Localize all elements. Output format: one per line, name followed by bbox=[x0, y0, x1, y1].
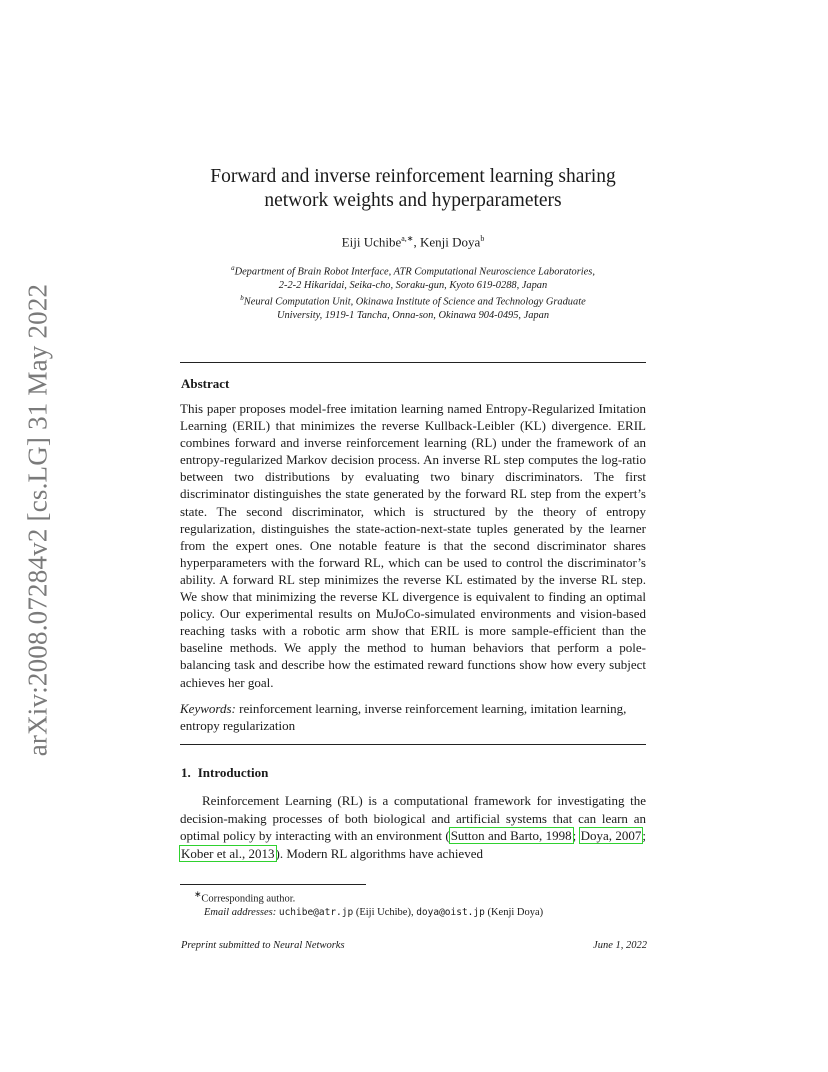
preprint-note: Preprint submitted to Neural Networks bbox=[181, 940, 345, 951]
citation-link-doya[interactable]: Doya, 2007 bbox=[580, 828, 642, 844]
email-uchibe[interactable]: uchibe@atr.jp bbox=[278, 907, 354, 918]
section-heading-introduction bbox=[181, 765, 268, 781]
affiliation-a-mark: a bbox=[231, 264, 235, 272]
footnote bbox=[180, 888, 646, 920]
affiliation-b-line-2: University, 1919-1 Tancha, Onna-son, Okinawa 904-0495, Japan bbox=[276, 310, 550, 322]
title-line-1: Forward and inverse reinforcement learning sharing bbox=[210, 166, 616, 187]
footnote-rule bbox=[180, 884, 366, 885]
abstract-heading: Abstract bbox=[181, 376, 230, 391]
title-line-2: network weights and hyperparameters bbox=[264, 190, 562, 211]
affiliation-b-mark: b bbox=[240, 294, 244, 303]
footnote-mark: ∗ bbox=[194, 889, 202, 899]
arxiv-identifier-text: arXiv:2008.07284v2 [cs.LG] 31 May 2022 bbox=[22, 283, 53, 757]
abstract-top-rule bbox=[180, 362, 646, 363]
affiliation-b-line-1: $^b$Neural Computation Unit, Okinawa Institute of Science and Technology Graduate bbox=[240, 294, 586, 308]
section-title: Introduction bbox=[197, 765, 269, 780]
email-label: Email addresses: bbox=[204, 907, 277, 918]
introduction-paragraph: Reinforcement Learning (RL) is a computational framework for investigating the decision-making processes of both biological and artificial systems that can learn an optimal policy by interacting with an environment (Sutton and Barto, 1998; Doya, 2007; Kober et al., 2013). Modern RL algorithms have achieved bbox=[180, 793, 646, 861]
author-list bbox=[180, 234, 646, 250]
citation-link-kober[interactable]: Kober et al., 2013 bbox=[181, 845, 275, 861]
abstract-text: This paper proposes model-free imitation learning named Entropy-Regularized Imitation Learning (ERIL) that minimizes the reverse Kullback-Leibler (KL) divergence. ERIL combines forward and inverse reinforcement learning (RL) under the framework of an entropy-regularized Markov decision process. An inverse RL step computes the log-ratio between two distributions by evaluating two binary discriminators. The first discriminator distinguishes the state generated by the forward RL step from the expert’s state. The second discriminator, which is structured by the theory of entropy regularization, distinguishes the state-action-next-state tuples generated by the learner from the expert ones. One notable feature is that the second discriminator shares hyperparameters with the forward RL, which can be used to control the discriminator’s ability. A forward RL step minimizes the reverse KL estimated by the inverse RL step. We show that minimizing the reverse KL divergence is equivalent to finding an optimal policy. Our experimental results on MuJoCo-simulated environments and vision-based reaching tasks with a robotic arm show that ERIL is more sample-efficient than the baseline methods. We apply the method to human behaviors that perform a pole-balancing task and describe how the estimated reward functions show how every subject achieves her goal. bbox=[180, 401, 646, 690]
author-2-name: Kenji Doya bbox=[420, 234, 481, 250]
author-separator: , bbox=[413, 234, 421, 250]
affiliation-a-line-2: 2-2-2 Hikaridai, Seika-cho, Soraku-gun, Kyoto 619-0288, Japan bbox=[278, 279, 548, 291]
citation-link-sutton-barto[interactable]: Sutton and Barto, 1998 bbox=[450, 828, 572, 844]
author-1-mark: a,∗ bbox=[401, 234, 414, 243]
email-doya[interactable]: doya@oist.jp bbox=[416, 907, 485, 918]
author-2-mark: b bbox=[480, 234, 485, 243]
footnote-corresponding: ∗Corresponding author. bbox=[194, 889, 296, 905]
paper-title bbox=[180, 165, 646, 213]
affiliation-a-line-1: $^a$Department of Brain Robot Interface, ATR Computational Neuroscience Laboratories, bbox=[231, 264, 595, 278]
author-1-name: Eiji Uchibe bbox=[341, 234, 402, 250]
keywords bbox=[180, 700, 646, 734]
abstract-bottom-rule bbox=[180, 744, 646, 745]
keywords-label: Keywords: bbox=[180, 701, 236, 716]
arxiv-identifier bbox=[20, 280, 56, 760]
section-number: 1. bbox=[181, 765, 191, 780]
keywords-text: reinforcement learning, inverse reinforcement learning, imitation learning, entropy regularization bbox=[180, 701, 627, 733]
footnote-emails: Email addresses: uchibe@atr.jp (Eiji Uchibe), doya@oist.jp (Kenji Doya) bbox=[204, 907, 544, 918]
preprint-date: June 1, 2022 bbox=[593, 940, 647, 951]
affiliations bbox=[180, 262, 646, 323]
